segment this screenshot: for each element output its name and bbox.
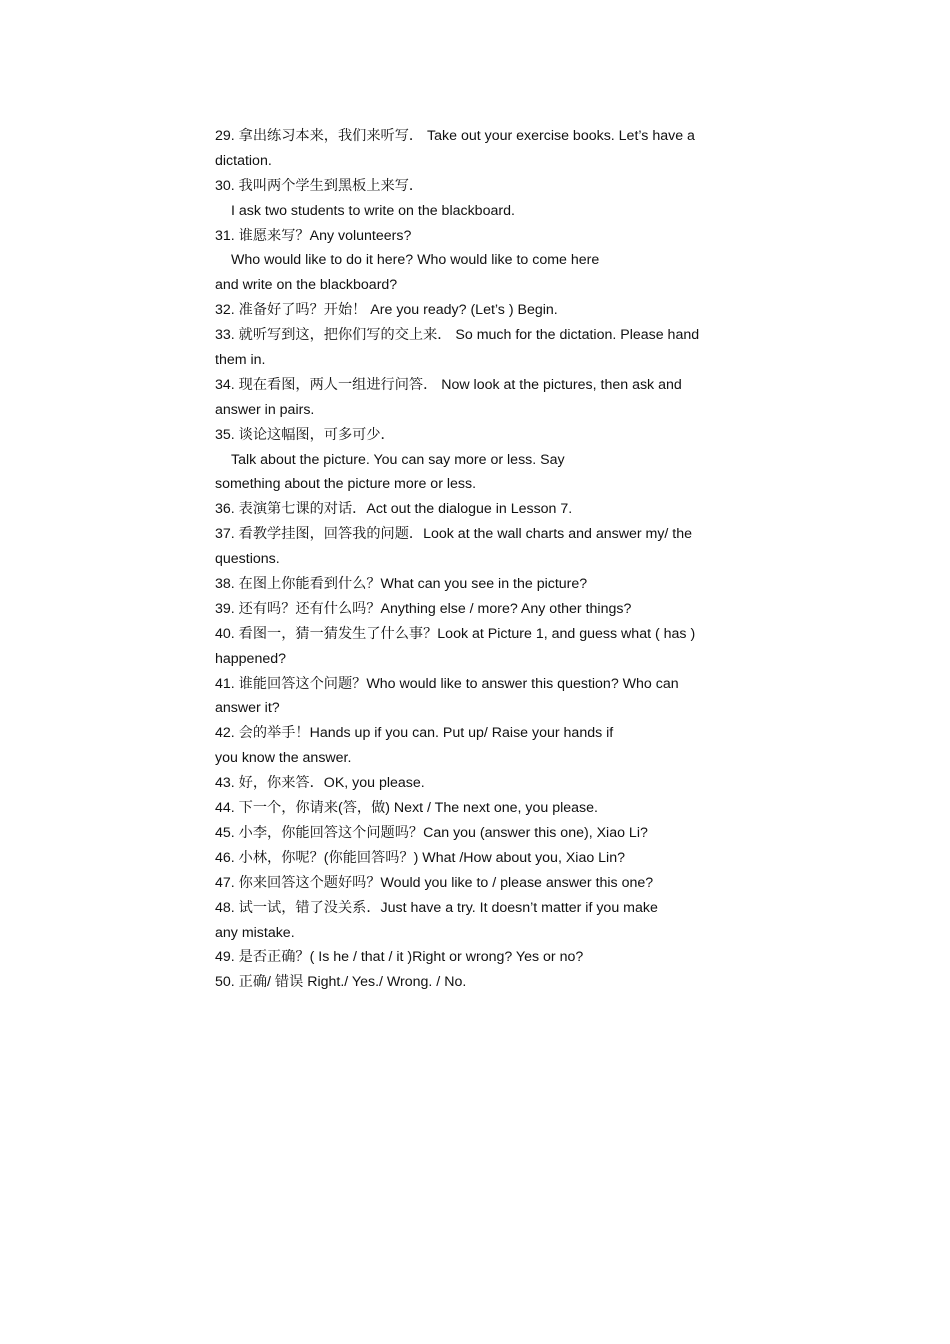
text-line: 46. 小林，你呢？(你能回答吗？) What /How about you, Xiao Lin? — [215, 849, 625, 866]
text-line: 37. 看教学挂图，回答我的问题．Look at the wall charts and answer my/ the — [215, 526, 693, 543]
text-line: 41. 谁能回答这个问题？Who would like to answer this question? Who can — [215, 675, 679, 692]
text-line: 39. 还有吗？还有什么吗？Anything else / more? Any other things? — [215, 600, 632, 617]
text-line: 50. 正确/ 错误 Right./ Yes./ Wrong. / No. — [215, 974, 467, 991]
text-line: 35. 谈论这幅图，可多可少． — [215, 426, 395, 443]
text-line: 49. 是否正确？( Is he / that / it )Right or wrong? Yes or no? — [215, 949, 584, 966]
text-line: 33. 就听写到这，把你们写的交上来． So much for the dictation. Please hand — [215, 327, 700, 344]
text-line: 40. 看图一，猜一猜发生了什么事？Look at Picture 1, and guess what ( has ) — [215, 625, 696, 642]
text-line: 30. 我叫两个学生到黑板上来写． — [215, 177, 424, 194]
text-line: and write on the blackboard? — [215, 277, 398, 294]
text-line: 34. 现在看图，两人一组进行问答． Now look at the pictures, then ask and — [215, 376, 682, 393]
text-line: dictation. — [215, 152, 272, 169]
text-line: any mistake. — [215, 924, 295, 941]
text-line: 42. 会的举手！Hands up if you can. Put up/ Raise your hands if — [215, 725, 614, 742]
text-line: answer it? — [215, 700, 280, 717]
text-line: 48. 试一试，错了没关系．Just have a try. It doesn’t matter if you make — [215, 899, 658, 916]
text-line: you know the answer. — [215, 750, 352, 767]
text-line: I ask two students to write on the blackboard. — [231, 202, 515, 219]
text-line: questions. — [215, 551, 280, 568]
text-line: answer in pairs. — [215, 401, 315, 418]
text-line: 47. 你来回答这个题好吗？Would you like to / please answer this one? — [215, 874, 654, 891]
text-line: 36. 表演第七课的对话．Act out the dialogue in Lesson 7. — [215, 501, 573, 518]
text-line: happened? — [215, 650, 287, 667]
text-line: 31. 谁愿来写？Any volunteers? — [215, 227, 412, 244]
text-line: 44. 下一个，你请来(答，做) Next / The next one, you please. — [215, 800, 598, 817]
document-body — [215, 124, 725, 995]
text-line: 29. 拿出练习本来，我们来听写． Take out your exercise books. Let’s have a — [215, 128, 695, 144]
text-line: 45. 小李，你能回答这个问题吗？Can you (answer this one), Xiao Li? — [215, 824, 648, 841]
text-line: Who would like to do it here? Who would like to come here — [231, 252, 600, 269]
text-line: them in. — [215, 352, 266, 369]
text-line: 43. 好，你来答．OK, you please. — [215, 775, 425, 792]
text-line: 38. 在图上你能看到什么？What can you see in the picture? — [215, 576, 588, 593]
text-line: something about the picture more or less. — [215, 476, 477, 493]
text-line: Talk about the picture. You can say more or less. Say — [231, 451, 565, 468]
text-line: 32. 准备好了吗？开始！ Are you ready? (Let’s ) Begin. — [215, 302, 558, 319]
